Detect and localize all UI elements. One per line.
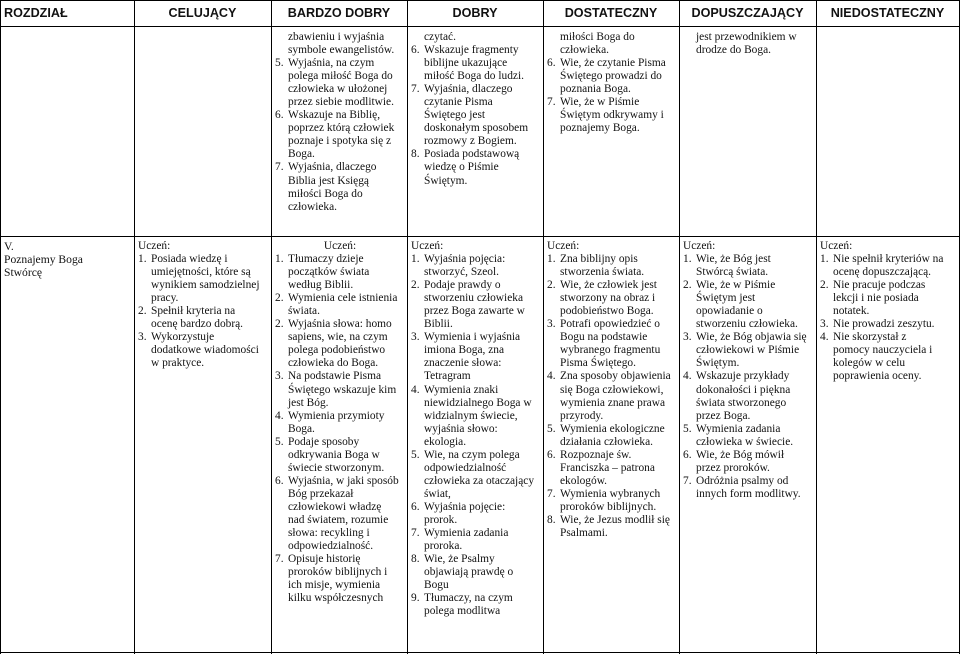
item-number: 6. [275, 109, 284, 122]
item-text-line: Wyjaśnia pojęcia: [424, 253, 506, 266]
item-text-line: poznania Boga. [560, 83, 631, 96]
section-cell [4, 240, 83, 279]
list-item [275, 410, 405, 436]
list-item [820, 253, 943, 279]
item-text-line: się Boga człowiekowi, [560, 383, 664, 396]
list-item [547, 370, 671, 422]
item-number: 3. [820, 318, 829, 331]
list-item [275, 475, 405, 553]
list-item [683, 253, 807, 279]
list-item [547, 57, 666, 96]
cell-dostateczny [547, 240, 671, 540]
item-text-line: Wymienia znaki [424, 383, 499, 396]
top-cell-dopuszczajacy [683, 31, 813, 57]
item-number: 4. [547, 370, 556, 383]
col-divider-2 [271, 0, 272, 654]
item-text-line: świata stworzonego [696, 396, 787, 409]
item-text-line: stworzeniu człowieka [424, 292, 523, 305]
item-text-line: umiejętności, które są [151, 266, 251, 279]
item-text-line: Zna sposoby objawienia [560, 370, 671, 383]
cell-label: Uczeń: [138, 240, 171, 252]
item-text-line: widzialnym świecie, [424, 409, 518, 422]
item-text-line: Nie skorzystał z [833, 331, 907, 344]
item-text-line: Wie, że Jezus modlił się [560, 513, 670, 526]
item-text-line: wybranego fragmentu [560, 344, 661, 357]
item-text-line: człowieka. [560, 44, 610, 57]
cell-dopuszczajacy [683, 240, 807, 501]
cell-label: Uczeń: [683, 240, 716, 252]
item-text-line: Opisuje historię [288, 553, 361, 566]
item-text-line: człowieka za otaczający [424, 474, 535, 487]
item-text-line: Tetragram [424, 370, 471, 383]
item-number: 7. [547, 487, 556, 500]
item-text-line: Nie pracuje podczas [833, 279, 926, 292]
item-text-line: przez Boga zawarte w [424, 305, 525, 318]
item-text-line: Wie, że Bóg mówił [696, 448, 785, 461]
item-text-line: Wyjaśnia, dlaczego [288, 161, 377, 174]
item-number: 3. [683, 331, 692, 344]
item-text-line: lekcji i nie posiada [833, 292, 919, 305]
item-text-line: zbawieniu i wyjaśnia [288, 31, 385, 43]
item-text-line: przez Boga. [696, 409, 751, 422]
item-text-line: drodze do Boga. [696, 44, 771, 57]
item-text-line: Bogu [424, 579, 449, 592]
cell-dobry [411, 240, 534, 618]
item-number: 7. [683, 474, 692, 487]
header-celujacy: CELUJĄCY [168, 6, 237, 20]
list-item [547, 31, 666, 57]
item-text-line: świat, [424, 487, 451, 500]
item-text-line: ich misje, wymienia [288, 579, 381, 592]
list-item [411, 592, 534, 618]
list-item [547, 488, 671, 514]
item-number: 9. [411, 592, 420, 605]
list-item [275, 436, 405, 475]
list-item [275, 553, 405, 605]
item-text-line: słowa: recykling i [288, 527, 370, 540]
item-text-line: biblijne ukazujące [424, 57, 508, 70]
list-item [683, 31, 813, 57]
item-number: 7. [275, 553, 284, 566]
item-text-line: objawiają prawdę o [424, 566, 514, 579]
col-border-left [0, 0, 1, 654]
list-item [138, 305, 260, 331]
section-title-line-2: Stwórcę [4, 266, 42, 280]
list-item [275, 318, 405, 370]
item-text-line: doskonałym sposobem [424, 122, 529, 135]
item-text-line: kolegów w celu [833, 357, 906, 370]
item-number: 8. [411, 553, 420, 566]
item-text-line: Wie, że czytanie Pisma [560, 57, 666, 70]
list-item [275, 370, 405, 409]
item-text-line: ocenę bardzo dobrą. [151, 318, 244, 331]
list-item [275, 253, 405, 292]
item-text-line: Wie, że w Piśmie [696, 279, 776, 292]
item-text-line: odkrywania Boga w [288, 448, 380, 461]
section-title-line-1: Poznajemy Boga [4, 253, 83, 267]
item-number: 1. [411, 253, 420, 266]
list-item [411, 331, 534, 383]
item-text-line: miłość Boga do ludzi. [424, 70, 524, 83]
item-text-line: Wie, na czym polega [424, 448, 520, 461]
item-text-line: w praktyce. [151, 357, 205, 370]
item-text-line: Wymienia zadania [424, 527, 509, 540]
item-text-line: człowiekowi władzę [288, 500, 382, 513]
item-text-line: Wie, że Bóg objawia się [696, 331, 807, 344]
item-number: 6. [411, 500, 420, 513]
item-number: 3. [547, 318, 556, 331]
item-number: 2. [275, 292, 284, 305]
item-text-line: poprawienia oceny. [833, 370, 922, 383]
item-number: 4. [275, 409, 284, 422]
item-text-line: Wskazuje przykłady [696, 370, 790, 383]
list-item [275, 57, 394, 109]
item-text-line: Zna biblijny opis [560, 253, 638, 266]
col-divider-1 [134, 0, 135, 654]
header-bardzo-dobry: BARDZO DOBRY [287, 6, 391, 20]
item-number: 4. [683, 370, 692, 383]
item-text-line: Nie prowadzi zeszytu. [833, 318, 935, 331]
item-number: 1. [683, 253, 692, 266]
item-text-line: czytać. [424, 31, 456, 43]
item-number: 2. [275, 318, 284, 331]
item-text-line: pracy. [151, 292, 179, 305]
section-number: V. [4, 240, 14, 253]
item-text-line: Stwórcą świata. [696, 266, 769, 279]
item-text-line: Wskazuje na Biblię, [288, 109, 381, 122]
item-text-line: Świętego jest [424, 109, 486, 122]
item-text-line: rozmowy z Bogiem. [424, 135, 517, 148]
cell-label: Uczeń: [411, 240, 444, 252]
list-item [411, 501, 534, 527]
cell-label: Uczeń: [820, 240, 853, 252]
item-number: 7. [411, 83, 420, 96]
item-number: 6. [547, 448, 556, 461]
item-text-line: przez siebie modlitwie. [288, 96, 394, 109]
item-text-line: Bóg przekazał [288, 487, 354, 500]
header-dopuszczajacy: DOPUSZCZAJĄCY [691, 6, 804, 20]
item-text-line: innych form modlitwy. [696, 487, 801, 500]
list-item [547, 96, 666, 135]
item-number: 1. [138, 253, 147, 266]
list-item [820, 318, 943, 331]
item-number: 7. [411, 527, 420, 540]
item-text-line: czytanie Pisma [424, 96, 493, 109]
item-text-line: odpowiedzialność [424, 461, 507, 474]
col-divider-3 [407, 0, 408, 654]
item-number: 6. [275, 474, 284, 487]
item-text-line: Odróżnia psalmy od [696, 474, 789, 487]
item-text-line: Wyjaśnia, na czym [288, 57, 375, 70]
item-text-line: wiedzę o Piśmie [424, 161, 499, 174]
cell-celujacy [138, 240, 260, 370]
item-text-line: Wymienia ekologiczne [560, 422, 665, 435]
item-text-line: niewidzialnego Boga w [424, 396, 532, 409]
item-number: 3. [138, 331, 147, 344]
item-text-line: sapiens, wie, na czym [288, 331, 388, 344]
item-text-line: Wyjaśnia pojęcie: [424, 500, 506, 513]
item-text-line: poznajemy Boga. [560, 122, 640, 135]
list-item [411, 527, 534, 553]
list-item [411, 384, 534, 449]
item-text-line: wyjaśnia słowo: [424, 422, 498, 435]
item-text-line: stworzony na obraz i [560, 292, 656, 305]
item-number: 5. [411, 448, 420, 461]
item-number: 1. [275, 253, 284, 266]
item-text-line: stworzenia świata. [560, 266, 645, 279]
cell-bardzo-dobry [275, 240, 405, 605]
item-number: 1. [820, 253, 829, 266]
item-text-line: Boga. [288, 422, 315, 435]
item-text-line: pomocy nauczyciela i [833, 344, 933, 357]
item-text-line: znaczenie słowa: [424, 357, 502, 370]
item-text-line: Świętym jest [696, 292, 756, 305]
item-number: 6. [547, 57, 556, 70]
item-text-line: świata. [288, 305, 320, 318]
item-number: 8. [547, 513, 556, 526]
item-text-line: wymienia znane prawa [560, 396, 665, 409]
item-text-line: opowiadanie o [696, 305, 763, 318]
item-text-line: Podaje prawdy o [424, 279, 501, 292]
item-number: 6. [411, 44, 420, 57]
item-text-line: Wymienia wybranych [560, 487, 661, 500]
item-text-line: ocenę dopuszczającą. [833, 266, 932, 279]
list-item [275, 109, 394, 161]
item-text-line: człowieka. [288, 200, 338, 213]
item-text-line: Franciszka – patrona [560, 461, 655, 474]
item-text-line: polega modlitwa [424, 605, 501, 618]
item-text-line: proroka. [424, 540, 463, 553]
item-text-line: człowiekowi w Piśmie [696, 344, 800, 357]
item-number: 3. [411, 331, 420, 344]
item-number: 6. [683, 448, 692, 461]
list-item [411, 553, 534, 592]
list-item [275, 31, 394, 57]
col-divider-4 [543, 0, 544, 654]
item-text-line: Wskazuje fragmenty [424, 44, 519, 57]
item-text-line: Wie, że w Piśmie [560, 96, 640, 109]
item-number: 8. [411, 148, 420, 161]
item-number: 2. [820, 279, 829, 292]
item-text-line: Świętym odkrywamy i [560, 109, 664, 122]
list-item [411, 253, 534, 279]
item-text-line: Wyjaśnia słowa: homo [288, 318, 392, 331]
header-rozdzial: ROZDZIAŁ [4, 6, 68, 20]
item-text-line: Wie, że Bóg jest [696, 253, 771, 266]
list-item [683, 331, 807, 370]
item-text-line: Psalmami. [560, 527, 608, 540]
item-text-line: Wie, że człowiek jest [560, 279, 657, 292]
item-number: 2. [683, 279, 692, 292]
list-item [547, 423, 671, 449]
item-number: 2. [547, 279, 556, 292]
item-text-line: stworzeniu człowieka. [696, 318, 798, 331]
item-text-line: Świętym. [696, 357, 740, 370]
list-item [820, 279, 943, 318]
item-number: 4. [820, 331, 829, 344]
item-text-line: Wymienia przymioty [288, 409, 385, 422]
list-item [275, 161, 394, 213]
item-text-line: poznaje i spotyka się z [288, 135, 392, 148]
item-text-line: proroków biblijnych i [288, 566, 388, 579]
item-text-line: notatek. [833, 305, 870, 318]
item-text-line: Wyjaśnia, w jaki sposób [288, 474, 399, 487]
item-text-line: działania człowieka. [560, 435, 653, 448]
item-text-line: Rozpoznaje św. [560, 448, 632, 461]
item-number: 2. [411, 279, 420, 292]
top-cell-dobry [411, 31, 528, 188]
item-text-line: według Biblii. [288, 279, 354, 292]
list-item [683, 449, 807, 475]
item-text-line: odpowiedzialność. [288, 540, 374, 553]
item-text-line: Wyjaśnia, dlaczego [424, 83, 513, 96]
item-text-line: Boga. [288, 148, 315, 161]
item-number: 2. [138, 305, 147, 318]
item-text-line: człowieka w świecie. [696, 435, 794, 448]
item-text-line: Posiada wiedzę i [151, 253, 228, 266]
item-text-line: ekologów. [560, 474, 608, 487]
item-text-line: Bogu na podstawie [560, 331, 648, 344]
item-text-line: miłości Boga do [288, 187, 363, 200]
list-item [138, 253, 260, 305]
item-text-line: polega miłość Boga do [288, 70, 393, 83]
item-text-line: symbole ewangelistów. [288, 44, 395, 57]
item-number: 1. [547, 253, 556, 266]
item-text-line: podobieństwo Boga. [560, 305, 654, 318]
item-text-line: imiona Boga, zna [424, 344, 505, 357]
item-text-line: Posiada podstawową [424, 148, 520, 161]
item-text-line: prorok. [424, 513, 458, 526]
cell-label: Uczeń: [547, 240, 580, 252]
item-number: 5. [547, 422, 556, 435]
list-item [138, 331, 260, 370]
item-text-line: kilku współczesnych [288, 592, 384, 605]
top-cell-bardzo-dobry [275, 31, 394, 214]
item-text-line: Spełnił kryteria na [151, 305, 236, 318]
item-number: 5. [683, 422, 692, 435]
list-item [820, 331, 943, 383]
list-item [683, 423, 807, 449]
item-text-line: człowieka w ułożonej [288, 83, 388, 96]
item-text-line: jest Bóg. [288, 396, 329, 409]
list-item [547, 253, 671, 279]
item-number: 5. [275, 57, 284, 70]
header-niedostateczny: NIEDOSTATECZNY [830, 6, 945, 20]
item-text-line: miłości Boga do [560, 31, 635, 43]
item-text-line: Świętego prowadzi do [560, 70, 662, 83]
list-item [411, 449, 534, 501]
item-text-line: Podaje sposoby [288, 435, 360, 448]
item-text-line: Wykorzystuje [151, 331, 215, 344]
item-text-line: przyrody. [560, 409, 604, 422]
top-cell-dostateczny [547, 31, 666, 135]
list-item [411, 83, 528, 148]
item-text-line: Tłumaczy, na czym [424, 592, 513, 605]
item-text-line: polega podobieństwo [288, 344, 386, 357]
list-item [275, 292, 405, 318]
list-item [411, 44, 528, 83]
item-text-line: Wie, że Psalmy [424, 553, 495, 566]
item-text-line: dodatkowe wiadomości [151, 344, 259, 357]
item-number: 7. [547, 96, 556, 109]
item-text-line: stworzyć, Szeol. [424, 266, 499, 279]
cell-niedostateczny [820, 240, 943, 384]
item-text-line: Nie spełnił kryteriów na [833, 253, 944, 266]
item-text-line: Biblia jest Księgą [288, 174, 369, 187]
item-text-line: Wymienia i wyjaśnia [424, 331, 521, 344]
list-item [547, 514, 671, 540]
item-text-line: Świętego wskazuje kim [288, 383, 397, 396]
col-divider-6 [816, 0, 817, 654]
list-item [683, 279, 807, 331]
item-text-line: Potrafi opowiedzieć o [560, 318, 660, 331]
cell-label: Uczeń: [323, 240, 357, 252]
list-item [683, 475, 807, 501]
header-dostateczny: DOSTATECZNY [564, 6, 658, 20]
item-text-line: świecie stworzonym. [288, 461, 385, 474]
item-text-line: Biblii. [424, 318, 453, 331]
list-item [683, 370, 807, 422]
item-text-line: Świętym. [424, 174, 468, 187]
item-number: 3. [275, 370, 284, 383]
item-number: 4. [411, 383, 420, 396]
item-text-line: przez proroków. [696, 461, 770, 474]
item-text-line: Tłumaczy dzieje [288, 253, 364, 266]
item-text-line: człowieka do Boga. [288, 357, 379, 370]
item-text-line: nad światem, rozumie [288, 513, 389, 526]
list-item [547, 449, 671, 488]
list-item [547, 318, 671, 370]
item-text-line: Pisma Świętego. [560, 357, 636, 370]
list-item [411, 279, 534, 331]
item-number: 7. [275, 161, 284, 174]
header-dobry: DOBRY [452, 6, 498, 20]
item-text-line: ekologia. [424, 435, 467, 448]
item-text-line: Wymienia zadania [696, 422, 781, 435]
list-item [411, 148, 528, 187]
item-text-line: jest przewodnikiem w [696, 31, 797, 43]
list-item [547, 279, 671, 318]
item-text-line: wynikiem samodzielnej [151, 279, 260, 292]
item-text-line: Wymienia cele istnienia [288, 292, 398, 305]
item-text-line: poprzez którą człowiek [288, 122, 395, 135]
item-text-line: Na podstawie Pisma [288, 370, 382, 383]
item-text-line: początków świata [288, 266, 370, 279]
col-divider-5 [679, 0, 680, 654]
list-item [411, 31, 528, 44]
item-text-line: dokonałości i piękna [696, 383, 791, 396]
item-number: 5. [275, 435, 284, 448]
item-text-line: proroków biblijnych. [560, 500, 657, 513]
